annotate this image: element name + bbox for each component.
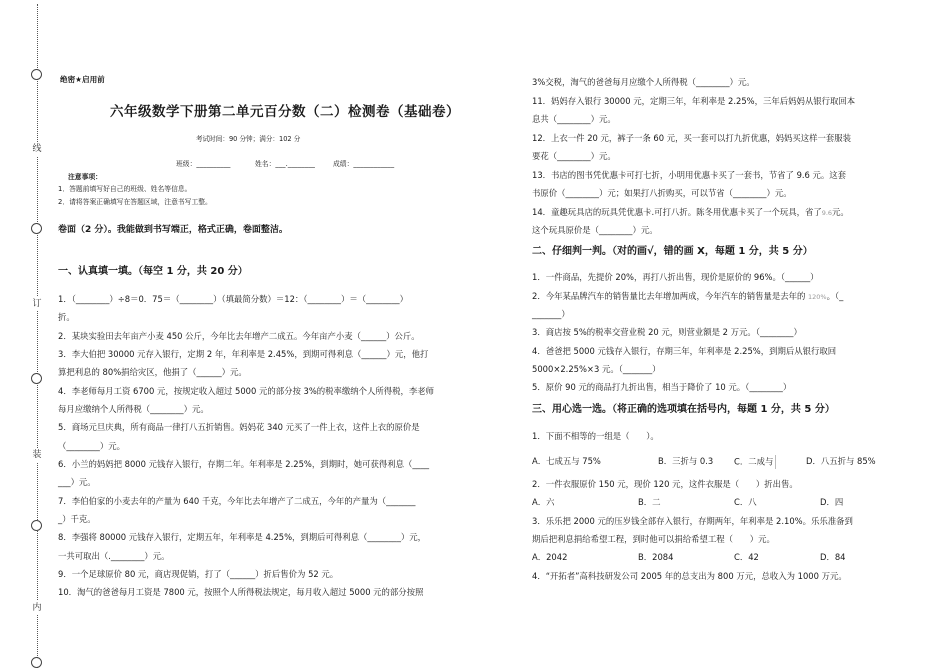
s3-q3-option-d: D．84 [820,552,846,562]
s1-line: 一共可取出（.________）元。 [58,551,170,561]
s3-q3-option-b: B．2084 [638,552,674,562]
binding-char-xian: 线 [30,142,44,156]
s3-q1-option-c-text: C．二成与 [734,456,774,467]
note-item: 2．请将答案正确填写在答题区域，注意书写工整。 [58,198,212,206]
page-title: 六年级数学下册第二单元百分数（二）检测卷（基础卷） [110,104,460,120]
notes-heading: 注意事项： [68,173,102,181]
s3-q1-option-a: A．七成五与 75% [532,456,601,466]
s1-line: 每月应缴纳个人所得税（________）元。 [58,404,209,414]
s1-line: 2．某块实验田去年亩产小麦 450 公斤，今年比去年增产二成五。今年亩产小麦（______）公斤。 [58,331,420,341]
r-line-q14 [532,206,849,219]
s2-line: 1．一件商品，先提价 20%，再打八折出售，现价是原价的 96%。（______） [532,272,819,282]
s3-q2-option-b: B．二 [638,497,661,507]
section-3-title: 三、用心选一选。（将正确的选项填在括号内，每题 1 分，共 5 分） [532,404,835,415]
s3-q3-option-a: A．2042 [532,552,568,562]
r-line: 11．妈妈存入银行 30000 元，定期三年，年利率是 2.25%，三年后妈妈从银行取回本 [532,96,856,106]
s1-line: 9．一个足球原价 80 元，商店现促销，打了（______）折后售价为 52 元。 [58,569,339,579]
s3-q1-option-c [734,455,781,469]
s2-line: 5．原价 90 元的商品打九折出售，相当于降价了 10 元。（________） [532,382,792,392]
binding-hole-2 [31,223,42,234]
binding-char-nei: 内 [30,601,44,615]
binding-hole-4 [31,520,42,531]
fraction-icon [775,455,781,469]
name-field: 姓名：___.________ [255,160,315,168]
s2-q2-faint-value: 120% [808,293,827,301]
binding-char-ding: 订 [30,297,44,311]
s1-line: _）千克。 [58,514,96,524]
s3-q3-option-c: C．42 [734,552,759,562]
q14-faint-value: 9.6 [821,209,833,217]
binding-hole-1 [31,69,42,80]
r-line: 书原价（________）元；如果打八折购买，可以节省（________）元。 [532,188,792,198]
binding-margin [0,0,46,672]
score-field: 成绩：____________ [333,160,395,168]
s3-q3-line2: 期后把利息捐给希望工程，到时他可以捐给希望工程（ ）元。 [532,534,775,544]
s1-line: 10．淘气的爸爸每月工资是 7800 元，按照个人所得税法规定，每月收入超过 5000 元的部分按照 [58,587,424,597]
r-line: 12．上衣一件 20 元，裤子一条 60 元，买一套可以打九折优惠，妈妈买这样一套服装 [532,133,851,143]
s1-line: 4．李老师每月工资 6700 元，按规定收入超过 5000 元的部分按 3%的税率缴纳个人所得税，李老师 [58,386,435,396]
class-field: 班级：__________ [176,160,231,168]
s3-q4: 4．“开拓者”高科技研发公司 2005 年的总支出为 800 万元，总收入为 1000 万元。 [532,571,847,581]
note-item: 1．答题前填写好自己的班级、姓名等信息。 [58,185,192,193]
s2-q2-text: 2．今年某品牌汽车的销售量比去年增加两成，今年汽车的销售量是去年的 [532,291,806,301]
s1-line: 折。 [58,312,75,322]
s2-line: _______） [532,309,570,319]
binding-hole-5 [31,657,42,668]
s3-q2: 2．一件衣服原价 150 元，现价 120 元，这件衣服是（ ）折出售。 [532,479,798,489]
s1-line: 3．李大伯把 30000 元存入银行，定期 2 年，年利率是 2.45%，到期可得利息（______）元，他打 [58,349,429,359]
s1-line: 5．商场元旦庆典，所有商品一律打八五折销售。妈妈花 340 元买了一件上衣，这件上衣的原价是 [58,422,420,432]
s1-line: 7．李伯伯家的小麦去年的产量为 640 千克，今年比去年增产了二成五，今年的产量为（_______ [58,496,416,506]
s2-line: 5000×2.25%×3 元。（_______） [532,364,661,374]
section-2-title: 二、仔细判一判。（对的画√，错的画 X，每题 1 分，共 5 分） [532,246,813,257]
s2-line: 4．爸爸把 5000 元钱存入银行，存期三年，年利率是 2.25%，到期后从银行取回 [532,346,837,356]
q14-text: 14．童趣玩具店的玩具凭优惠卡.可打八折。陈冬用优惠卡买了一个玩具，省了 [532,207,822,217]
binding-hole-3 [31,373,42,384]
s2-line: 3．商店按 5%的税率交营业税 20 元，则营业额是 2 万元。（________） [532,327,802,337]
s3-q2-option-c: C．八 [734,497,757,507]
r-line: 13．书店的图书凭优惠卡可打七折，小明用优惠卡买了一套书，节省了 9.6 元。这套 [532,170,847,180]
s1-line: （________）元。 [58,441,125,451]
binding-dotted-line [37,4,38,668]
s3-q2-option-d: D．四 [820,497,844,507]
s1-line: 算把利息的 80%捐给灾区，他捐了（______）元。 [58,367,247,377]
s3-q2-option-a: A．六 [532,497,555,507]
s2-q2-tail: 。（_ [826,291,844,301]
r-line: 这个玩具原价是（________）元。 [532,225,658,235]
confidential-mark: 绝密★启用前 [60,75,105,84]
s1-line: 8．李强将 80000 元钱存入银行，定期五年，年利率是 4.25%，到期后可得利息（________）元， [58,532,427,542]
q14-tail: 元。 [832,207,849,217]
s1-line: 6．小兰的妈妈把 8000 元钱存入银行，存期二年。年利率是 2.25%，到期时，她可获得利息（____ [58,459,430,469]
binding-char-zhuang: 装 [30,448,44,462]
s3-q1-option-b: B．三折与 0.3 [658,456,714,466]
s1-line: ___）元。 [58,477,96,487]
r-line: 息共（________）元。 [532,114,616,124]
s3-q1-option-d: D．八五折与 85% [806,456,876,466]
section-1-title: 一、认真填一填。（每空 1 分，共 20 分） [58,266,248,277]
r-line: 3%交税，淘气的爸爸每月应缴个人所得税（________）元。 [532,77,755,87]
s1-line: 1．（________）÷8＝0．75＝（________）（填最简分数）＝12：（________）＝（________） [58,294,408,304]
s3-q3-line1: 3．乐乐把 2000 元的压岁钱全部存入银行，存期两年，年利率是 2.10%。乐乐准备到 [532,516,853,526]
s3-q1: 1．下面不相等的一组是（ ）。 [532,431,659,441]
s2-line-q2 [532,290,843,303]
neatness-note: 卷面（2 分）。我能做到书写端正，格式正确，卷面整洁。 [58,225,288,235]
exam-info: 考试时间：90 分钟；满分：102 分 [196,135,301,143]
r-line: 要花（________）元。 [532,151,616,161]
